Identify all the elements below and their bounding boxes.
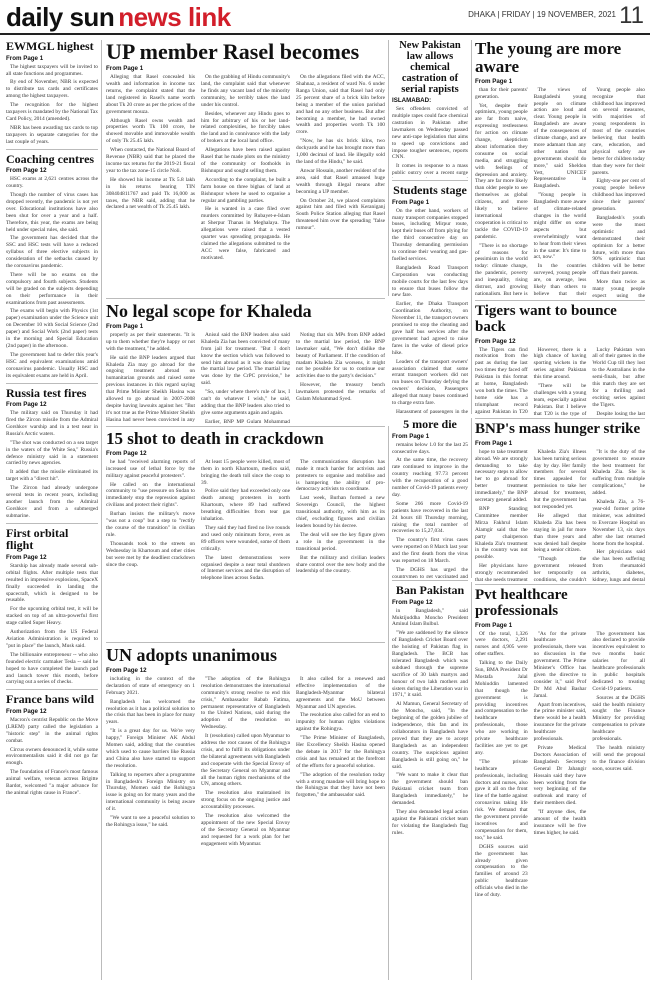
story-france bbox=[6, 693, 98, 797]
left-column bbox=[6, 40, 98, 980]
story-body: Macron's centrist Republic on the Move (LREM) party called the legislation a "historic step" in the animal rights combat. Circus owners denounced it, while some environmentalists said it did not go far enough. The foundation of France's most famous animal welfare, veteran actress Brigitte Bardot, welcomed "a major advance for the animal rights cause in France". bbox=[6, 716, 98, 796]
story-body: Sex offenders convicted of multiple rapes could face chemical castration in Pakistan after lawmakers on Wednesday passed new anti-rape legislation that aims to speed up convictions and impose tougher sentences, reports CNN. It comes in response to a mass public outcry over a recent surge bbox=[392, 106, 468, 177]
column-rule bbox=[471, 418, 472, 578]
divider bbox=[475, 584, 645, 585]
story-pakistan bbox=[392, 40, 468, 178]
story-source: From Page 1 bbox=[392, 198, 430, 206]
story-ewmgl bbox=[6, 40, 98, 146]
story-body: than for their parents' generation. Yet, despite their optimism, young people are far from naive, expressing restlessness for action on climate change, skepticism about information they consume on social media, and struggling with feelings of depression and anxiety. They are far more likely than older people to see themselves as global citizens, and more likely to believe international cooperation is critical to tackle the COVID-19 pandemic. "There is no shortage of reasons for pessimism in the world today: climate change, the pandemic, poverty and inequality, rising distrust, and growing nationalism. But here is The views of Bangladeshi young people on climate action are loud and clear. Young people in Bangladesh are aware of the consequences of climate change, and are more adamant than any other nation that governments should do more," said Sheldon Yett, UNICEF Representative in Bangladesh. "Young people in Bangladesh more aware of climate-related changes in the world might differ on some aspects but overwhelmingly want to hear from their views in the same: It's time to act, now." In the countries surveyed, young people are, on average, less likely than others to believe that their Young people also recognize that childhood has improved on several measures, with majorities of young respondents in most of the countries believing that health care, education, and physical safety are better for children today than they were for their parents. Eighty-one per cent of young people believe childhood has improved since their parents' generation. Bangladesh's youth were the most optimistic and demonstrated their optimism for a better future, with more than 90% optimistic that children will be better off than their parents. More than twice as many young people expect using the bbox=[475, 86, 645, 298]
story-students bbox=[392, 184, 468, 414]
story-body: hope to take treatment abroad. We are strongly demanding to take necessary steps to allow her to go abroad for better treatment immediately," the BNP secretary general added. BNP Standing Committee member Mirza Fakhrul Islam Alamgir said that the party chairperson Khaleda Zia's treatment in the country was not possible. Her physicians have strongly recommended that she needs treatment Khaleda Zia's illness has been turning serious day by day. Her family members for several times appealed for permission to take her abroad for treatment, but the government has not responded yet. He alleged that Khaleda Zia has been staying in jail for more than three years and was denied bail despite being a senior citizen. "Though the government released her temporarily on conditions, she couldn't "It is the duty of the government to ensure the best treatment for Khaleda Zia. She is suffering from multiple complications," he added. Khaleda Zia, a 76-year-old former prime minister, was admitted to Evercare Hospital on November 13, six days after she last returned home from the hospital. Her physicians said she has been suffering from rheumatoid arthritis, diabetes, kidney, lungs and dental bbox=[475, 448, 645, 582]
story-source: From Page 1 bbox=[392, 432, 430, 440]
divider bbox=[6, 523, 98, 524]
divider bbox=[6, 383, 98, 384]
story-source: From Page 1 bbox=[6, 54, 44, 62]
story-bnp bbox=[475, 422, 645, 582]
story-source: From Page 12 bbox=[6, 707, 47, 715]
story-headline: Russia test fires bbox=[6, 385, 87, 400]
divider bbox=[6, 149, 98, 150]
story-un bbox=[106, 646, 385, 980]
story-headline: New Pakistan law allows chemical castration of serial rapists bbox=[399, 40, 461, 96]
divider bbox=[475, 300, 645, 301]
story-body: HSC exams at 2,621 centres across the country. Though the number of virus cases has dropped recently, the pandemic is not yet over. Educational institutions have also been shut for over a year and a half. Therefore, this year, the exams are being held under special rules, she said. The government has decided that the SSC and HSC tests will have a reduced syllabus of three elective subjects in consideration of the setbacks caused by the coronavirus pandemic. There will be no exams on the compulsory and fourth subjects. Students will be graded on the subjects depending on their performance in their examinations from past assessments. The exams will begin with Physics (1st paper) examination under the Science unit on December 10 with Social Science (2nd paper) and Social Work (2nd paper) tests in the morning and Special Education (2nd paper) in the afternoon. The government had to defer this year's HSC and equivalent examinations amid coronavirus pandemic. Usually HSC and its equivalent exams are held in April. bbox=[6, 176, 98, 379]
story-source: From Page 12 bbox=[475, 337, 516, 345]
story-source: From Page 12 bbox=[106, 666, 147, 674]
story-ban-pakistan bbox=[392, 584, 468, 980]
story-source: From Page 1 bbox=[475, 621, 513, 629]
column-rule bbox=[471, 40, 472, 414]
story-source: From Page 1 bbox=[106, 322, 144, 330]
masthead-rule bbox=[0, 33, 650, 35]
section-name: news link bbox=[118, 2, 231, 32]
column-rule bbox=[388, 40, 389, 296]
story-source: From Page 12 bbox=[106, 449, 147, 457]
story-source: From Page 12 bbox=[392, 598, 433, 606]
story-russia bbox=[6, 387, 98, 520]
story-headline: UN adopts unanimous bbox=[106, 646, 278, 665]
story-headline: 5 more die bbox=[403, 418, 457, 431]
column-rule bbox=[388, 426, 389, 980]
story-source: ISLAMABAD: bbox=[392, 97, 432, 105]
divider bbox=[6, 689, 98, 690]
story-source: From Page 12 bbox=[6, 401, 47, 409]
story-body: remains below 1.0 for the last 25 consecutive days. At the same time, the recovery rate continued to improve in the country reaching 97.73 percent with the recuperation of a good number of Covid-19 patients every day. Some 266 more Covid-19 patients have recovered in the last 24 hours till Thursday morning, raising the total number of recoveries to 15,27,034. The country's first virus cases were reported on 8 March last year and the first death from the virus was reported on 18 March. The DGHS has urged the countrymen to get vaccinated and bbox=[392, 441, 468, 578]
story-body: The highest taxpayers will be invited to all state functions and programmes. By end of November, NBR is expected to distribute tax cards and certificates among the highest taxpayers. The recognition for the highest taxpayers is mandated by the National Tax Card Policy, 2014 (amended). NBR has been awarding tax cards to top taxpayers in separate categories for the last couple of years. bbox=[6, 63, 98, 145]
story-headline: Tigers want to bounce back bbox=[475, 304, 617, 335]
story-khaleda bbox=[106, 302, 385, 424]
newspaper-brand bbox=[6, 2, 231, 33]
story-rasel bbox=[106, 40, 385, 296]
story-headline: Students stage bbox=[393, 184, 467, 197]
brand-name: daily sun bbox=[6, 2, 115, 32]
story-body: Of the total, 1,326 were doctors, 2,291 nurses and 4,905 were other staffers. Talking to the Daily Sun, BMA President Dr Mostafa Jalal Mohiuddin lamented that though the government is providing incentives and compensation to the healthcare professionals, those who are working in private healthcare facilities are yet to get any. "The private healthcare professionals, including doctors and nurses, also gave it all on the front line of the battle against coronavirus taking life risk. We demand that the government provide incentives and compensation for them, too," he said. DGHS sources said the government has already given compensation to the families of around 23 public healthcare officials who died in the line of duty. "As for the private healthcare professionals, there was no discussion in the government. The Prime Minister's Office has given the directive to consider it," said Prof Dr Md Abul Bashar Jamal. Apart from incentives, the prime minister said, there would be a health insurance for the private healthcare professionals. Private Medical Doctors Association of Bangladesh Secretary General Dr Jahangir Hossain said they have been working from the very beginning of the outbreak and many of their members died. "If anyone dies, the amount of the health insurance will be five times higher, he said. The government has also declared to provide incentives equivalent to two months basic salaries for all healthcare professionals in public hospitals dedicated to treating Covid-19 patients. Sources at the DGHS said the health ministry sought the Finance Ministry for providing compensation to private healthcare professionals. The health ministry will send the proposal to the finance division soon, sources said. bbox=[475, 630, 645, 899]
story-source: From Page 12 bbox=[6, 553, 47, 561]
story-headline: 15 shot to death in crackdown bbox=[106, 430, 324, 448]
story-headline: First orbital flight bbox=[6, 525, 69, 553]
story-source: From Page 12 bbox=[6, 167, 47, 175]
divider bbox=[475, 418, 645, 419]
column-rule bbox=[471, 582, 472, 980]
story-body: Starship has already made several sub-orbital flights. After multiple tests that resulted in impressive explosions, SpaceX finally succeeded in landing the spacecraft, which is designed to be reusable. For the upcoming orbital test, it will be stacked on top of an ultra-powerful first stage called Super Heavy. Authorization from the US Federal Aviation Administration is required to "put in place" the launch, Musk said. The billionaire entrepreneur -- who also founded electric carmaker Tesla -- said he hoped to have completed the launch pad and launch tower this month, before carrying out a series of checks. bbox=[6, 562, 98, 686]
story-body: The military said on Thursday it had fired the Zircon missile from the Admiral Gorshkov warship and in a test near in Russia's Arctic waters. "The shot was conducted on a sea target in the waters of the White Sea," Russia's defence ministry said in a statement carried by news agencies. It added that the missile eliminated its target with a "direct hit". The Zircon had already undergone several tests in recent years, including another launch from the Admiral Gorshkov and from a submerged submarine. bbox=[6, 410, 98, 519]
story-body: Alleging that Rasel concealed his wealth and information in income tax returns, the complaint stated that the land registered in Rasel's name worth about Tk 20 crore as per the prices of the government mouza. Although Rasel owns wealth and properties worth Tk 100 crore, he showed movable and immovable wealth of only Tk 25.45 lakh. When contacted, the National Board of Revenue (NBR) said that he placed the income tax returns for the 2019-21 fiscal year to the tax zone-15 circle Noli. He showed his income at Tk 5.8 lakh in his returns bearing TIN 308404811767 and paid Tk 16,000 as taxes, the NBR said, adding that he declared a net wealth of Tk 25.45 lakh. On the grabbing of Hindu community's land, the complaint said that whenever he finds any vacant land of the minority community, he terribly takes the land under his control. Besides, whenever any Hindu goes to him for arbitrary of his or her land-related complexities, he forcibly takes the land and in connivance with the lady of brokers at the local land office. Allegations have been raised against Rasel that he made plots on the ministry of the community or footholds in Bishnupur and sought selling them. According to the complaint, he built a farm house on three bighas of land at Bishnupur where he used to organise a regular and gambling parties. He is wanted in a case filed over murders committed by Rubayet-e-Islam at Sherpur Thanas in Meghalaya. The allegations were raised that a vested quarter was spreading propaganda. He claimed the allegations submitted to the ACC were false, fabricated and motivated. On the allegations filed with the ACC, Shahnaz, a resident of ward No. 6 under Ranga Union, said that Rasel had only 25 percent share of a brick kiln before being a member of the union parishad and had no any other business. But after becoming a member, he had owned wealth and properties worth Tk 100 crore. "Now, he has six brick kilns, two dockyards and he has brought more than 1,000 decimal of land. He illegally sold the land of the Hindu," he said. Anwar Hossain, another resident of the area, said that Rasel amassed huge wealth through illegal means after becoming a UP member. On October 24, we placed complaints against him and filed with Keraniganj South Police Station alleging that Rasel threatened him over the spreading "false rumour". bbox=[106, 74, 385, 261]
column-rule bbox=[101, 40, 102, 980]
divider bbox=[106, 642, 385, 643]
story-body: On the other hand, workers of many transport companies stopped buses, including Mirpur route, kept their buses off from plying for the third consecutive day on Thursday demanding permission to continue their wearing and gas-fuelled services. Bangladesh Road Transport Corporation was conducting mobile courts for the last few days to ensure that buses follow the new fare. Earlier, the Dhaka Transport Coordination Authority, on November 11, the transport owners promised to stop the cheating and gave half bus services after the government had agreed to raise fares in the wake of diesel price hike. Leaders of the transport owners' association claimed that some errant transport workers did not run buses on Thursday defying the owners' decision, Passengers alleged that many buses continued to charge extra fare. Harassment of passengers in the bbox=[392, 207, 468, 414]
story-body: including in the context of the declaration of state of emergency on 1 February 2021. Bangladesh has welcomed the resolution as it has a political solution to the crisis that has been in place for many years. "It is a great day for us. We're very happy," Foreign Minister AK Abdul Momen said, adding that the countries which used to cause barriers like Russia and China also have started to support the resolution. Talking to reporters after a programme in Bangladesh's Foreign Ministry on Thursday, Momen said the Rohingya issue is going on for many years and the international community is being aware of it. "We want to see a peaceful solution to the Rohingya issue," he said. "The adoption of the Rohingya resolution demonstrates the international community's strong resolve to end this crisis," Ambassador Rabab Fatima, permanent representative of Bangladesh to the United Nations, said during the adoption of the resolution on Wednesday. It (resolution) called upon Myanmar to address the root causes of the Rohingya crisis, and to fulfil its obligations under the bilateral agreements with Bangladesh and cooperate with the Special Envoy of the Secretary General on Myanmar and all the human rights mechanisms of the UN, among others. The resolution also maintained its strong focus on the ongoing justice and accountability processes. The resolution also welcomed the appointment of the new Special Envoy of the Secretary General on Myanmar and requested for a work plan for her engagement with Myanmar. It also called for a renewed and effective implementation of the Bangladesh-Myanmar bilateral agreements and the MoU between Myanmar and UN agencies. The resolution also called for an end to impunity for human rights violations against the Rohingya. "The Prime Minister of Bangladesh, Her Excellency Sheikh Hasina opened the debate in 2017 for the Rohingya crisis and has remained at the forefront of the efforts for a peaceful solution. "The adoption of the resolution today with a strong mandate will bring hope to the Rohingyas that they have not been forgotten," the ambassador said. bbox=[106, 675, 385, 847]
story-source: From Page 1 bbox=[106, 65, 144, 73]
story-pvt-healthcare bbox=[475, 588, 645, 980]
divider bbox=[392, 580, 468, 581]
divider bbox=[106, 298, 385, 299]
story-source: From Page 1 bbox=[475, 439, 513, 447]
page-number: 11 bbox=[619, 2, 644, 29]
story-body: in Bangladesh," said Muktijuddha Moncho President Aminul Islam Bulbul. "We are saddened by the silence of Bangladesh Cricket Board over the hoisting of Pakistan flag in Bangladesh. The BCB has tolerated Bangladesh which was subdued through the supreme sacrifice of 30 lakh martyrs and honour of two lakh mothers and sisters during the Liberation war in 1971," it said. Al Mamun, General Secretary of the Moncho, said, "In the beginning of the golden jubilee of independence, this fan and its collaborators in Bangladesh have proved that they are to accept Bangladesh as an independent country. The suspicious against Bangladesh is still going on," he said. "We want to make it clear that the government should ban Pakistani cricket team from Bangladesh immediately," he demanded. They also demanded legal action against the Pakistani cricket team for violating the Bangladesh flag rules. bbox=[392, 607, 468, 836]
story-headline: The young are more aware bbox=[475, 40, 622, 76]
story-body: The Tigers can find motivation from the past as during the last two times they faced off Pakistan in this format at home, Bangladesh won both the times. The home side has a triumphant record against Pakistan in T20 However, there is a high chance of having sporting wickets in the series against Pakistan this time around. "There will be challenges with a young team, especially against Pakistan. But I believe that T20 is the type of Lucky Pakistan won all of their games in the World Cup till they lost to the Australians in the semi-finals, but after this match they are set for a thrilling and exciting series against the Tigers. Despite losing the last bbox=[475, 346, 645, 416]
story-source: From Page 1 bbox=[475, 77, 513, 85]
story-tigers bbox=[475, 304, 645, 416]
story-body: properly as per their statements. "It is up to them whether they're happy or not with the treatment," he added. He said the BNP leaders argued that Khaleda Zia may go abroad for the ongoing treatment abroad on humanitarian grounds and raised some previous instances in this regard saying that Prime Minister Sheikh Hasina was allowed to go abroad in 2007-2008 despite having lawsuits against her. "But it's not true as the Prime Minister Sheikh Hasina had never been convicted in any Anisul said the BNP leaders also said Khaleda Zia has been convicted of many from jail for treatment. "But I don't know the section which was followed to send him abroad as it was done during the martial law period. The martial law was done by the CrPC provision," he said. "So, under where there's rule of law, I can't do whatever I wish," he said, adding that the BNP leaders also tried to give some arguments again and again. Earlier, BNP MP Gulam Mohammad Noting that six MPs from BNP added to the martial law period, the BNP lawmaker said, "We don't dislike the beauty of Parliament. If the condition of madam Khaleda Zia worsens, it might not be possible for us to continue our activities due to the party's decision." However, the treasury bench lawmakers protested the remarks of Gulam Mohammad Syed. bbox=[106, 331, 385, 424]
story-orbital bbox=[6, 527, 98, 687]
story-headline: France bans wild bbox=[6, 692, 95, 707]
story-coaching bbox=[6, 153, 98, 380]
story-headline: Coaching centres bbox=[6, 151, 95, 166]
story-headline: EWMGL highest bbox=[6, 40, 94, 53]
divider bbox=[392, 180, 468, 181]
story-young bbox=[475, 40, 645, 298]
story-headline: Ban Pakistan bbox=[395, 584, 465, 597]
story-moredie bbox=[392, 418, 468, 578]
story-headline: UP member Rasel becomes bbox=[106, 40, 360, 64]
story-headline: BNP's mass hunger strike bbox=[475, 422, 641, 437]
masthead bbox=[0, 0, 650, 34]
issue-line: DHAKA | FRIDAY | 19 NOVEMBER, 2021 bbox=[468, 10, 616, 19]
story-headline: No legal scope for Khaleda bbox=[106, 302, 312, 321]
story-headline: Pvt healthcare professionals bbox=[475, 588, 568, 619]
story-body: he had "received alarming reports of increased use of lethal force by the military against peaceful protesters". He called on the international community to "use pressure on Sudan to immediately stop the repression against civilians and protect their rights". Burhan insists the military's move "was not a coup" but a step to "rectify the course of the transition" in civilian rule. Thousands took to the streets on Wednesday in Khartoum and other cities but were met by the deadliest crackdown since the coup. At least 15 people were killed, most of them in north Khartoum, medics said, bringing the death toll since the coup to 39. Police said they had exceeded only one death among protesters in north Khartoum, where 89 had suffered breathing difficulties from tear gas inhalation. They said they had fired no live rounds and used only minimum force, even as 89 officers were wounded, some of them critically. The latest demonstrations were organised despite a near total shutdown of Internet services and the disruption of telephone lines across Sudan. The communications disruption has made it much harder for activists and protesters to organise and mobilise and is hampering the ability of pro-democracy activists to coordinate. Last week, Burhan formed a new Sovereign Council, the highest transitional authority, with him as its chief, excluding figures and civilian leaders bound by his decree. The deal will see the key figure given a role in the government in the transitional period. But the military and civilian leaders share control over the new body and the leadership of the country. bbox=[106, 458, 385, 582]
divider bbox=[106, 426, 385, 427]
story-sudan bbox=[106, 430, 385, 640]
